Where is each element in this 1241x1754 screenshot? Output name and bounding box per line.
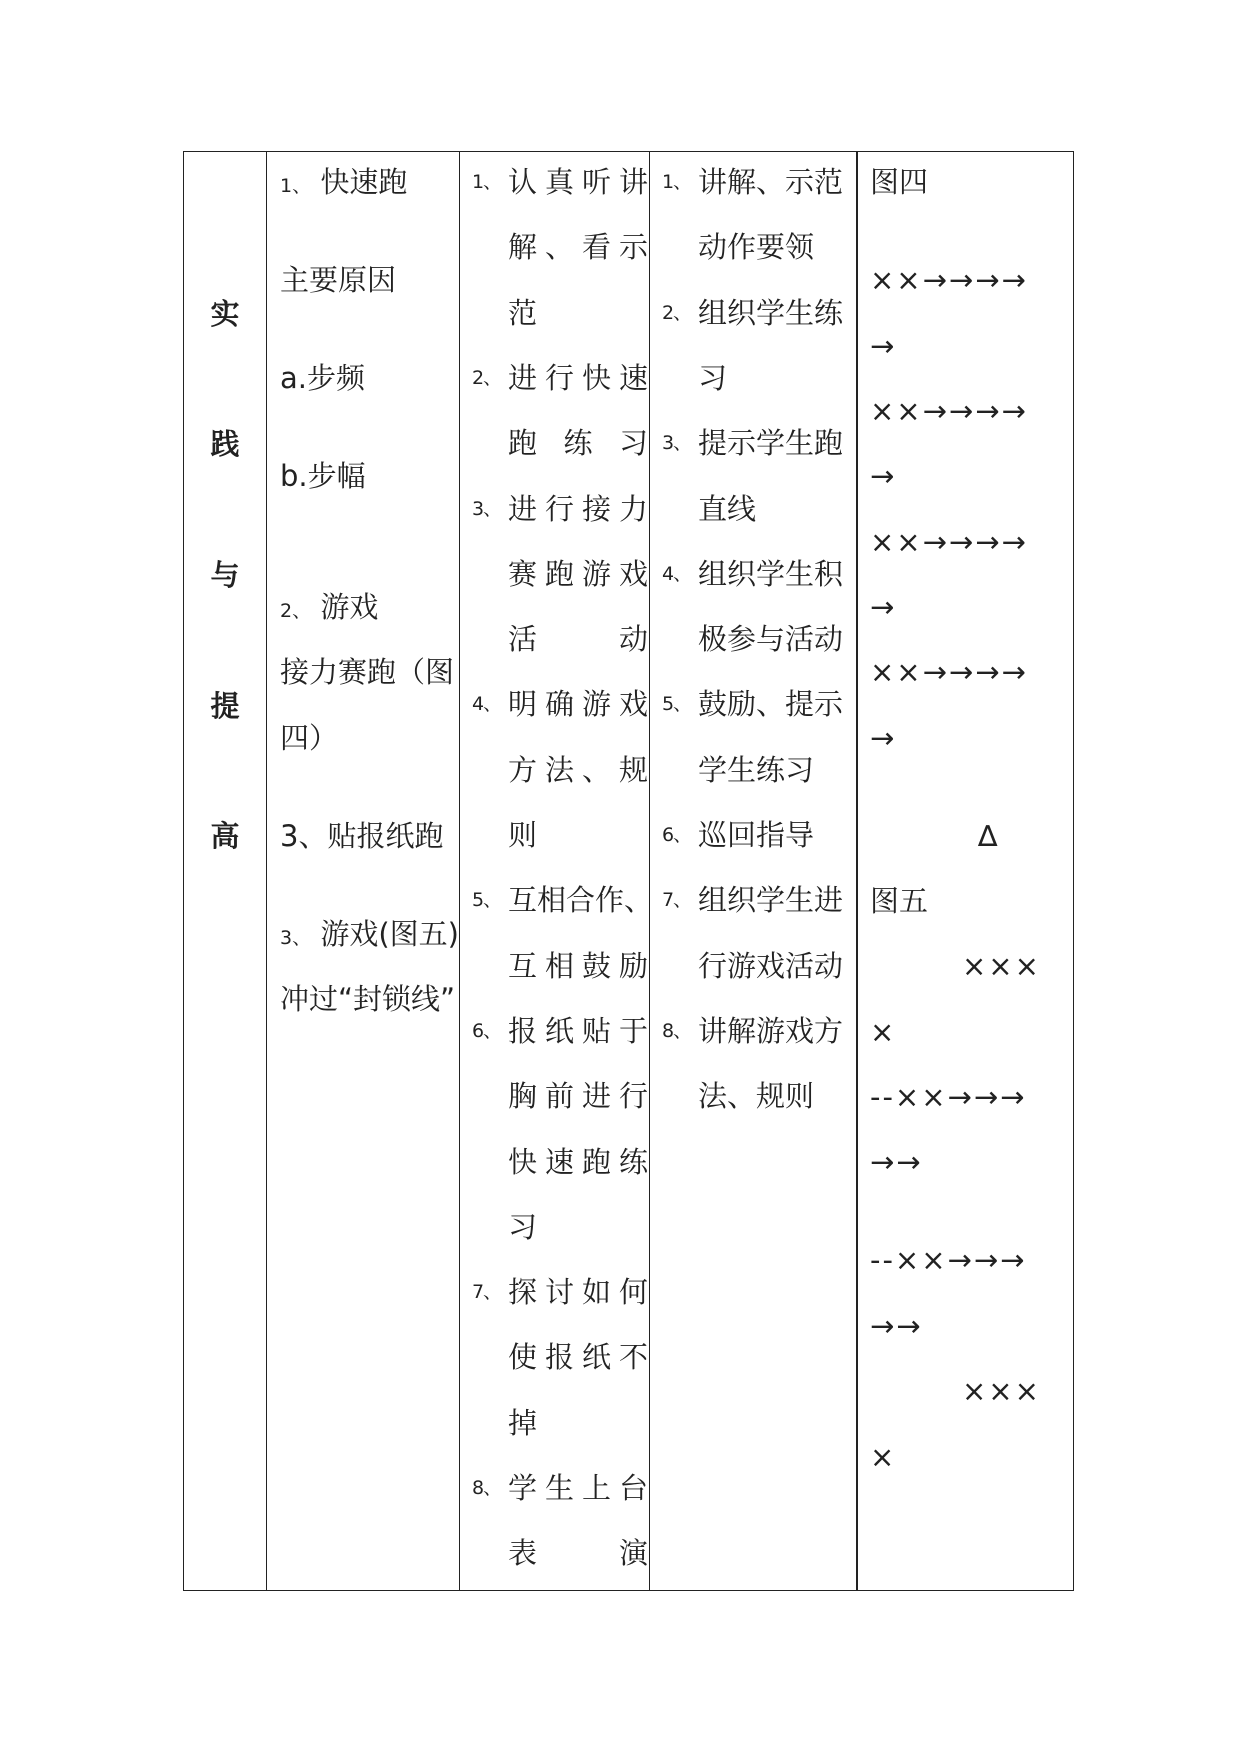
student-activity-text: 活动 [508, 622, 648, 657]
content-item-1 [280, 164, 407, 204]
student-activity-text: 快速跑练 [508, 1144, 648, 1179]
item-separator: 、 [673, 562, 693, 585]
item-separator: 、 [483, 693, 503, 716]
item-separator: 、 [483, 366, 503, 389]
content-item-3b [280, 916, 459, 956]
item-number: 4 [472, 693, 485, 716]
figure-4-row: ××→→→→ [870, 525, 1028, 559]
figure-5-title: 图五 [870, 884, 929, 918]
student-activity-text: 解、看示 [508, 230, 648, 265]
figure-5-row-wrap: × [870, 1440, 897, 1474]
student-activity-cell [472, 152, 654, 1590]
teacher-activity-text: 学生练习 [698, 752, 815, 787]
item-separator: 、 [673, 432, 693, 455]
item-text: 快速跑 [320, 165, 408, 199]
student-activity-text: 范 [508, 295, 538, 330]
figure-4-teacher-marker: ∆ [978, 819, 1000, 853]
student-activity-text: 表演 [508, 1536, 648, 1571]
item-separator: 、 [483, 497, 503, 520]
teacher-activity-text: 组织学生进 [698, 883, 844, 918]
section-title-cell [184, 152, 266, 1590]
student-activity-text: 探讨如何 [508, 1275, 648, 1310]
figure-5-row-wrap: →→ [870, 1309, 923, 1343]
reason-a: a.步频 [280, 361, 365, 395]
lesson-plan-table [183, 151, 1074, 1591]
student-activity-text: 赛跑游戏 [508, 556, 648, 591]
teacher-activity-text: 法、规则 [698, 1079, 815, 1114]
student-activity-text: 互相鼓励 [508, 948, 648, 983]
item-number: 7 [662, 889, 675, 912]
item-number: 3 [472, 497, 485, 520]
column-divider [649, 152, 650, 1590]
figure-5-row: ××× [962, 1374, 1041, 1408]
item-separator: 、 [292, 927, 312, 949]
item-separator: 、 [673, 693, 693, 716]
content-item-3a: 3、贴报纸跑 [280, 819, 444, 853]
figure-5-row-wrap: →→ [870, 1145, 923, 1179]
teacher-activity-text: 行游戏活动 [698, 948, 844, 983]
teacher-activity-text: 组织学生积 [698, 556, 844, 591]
student-activity-text: 明确游戏 [508, 687, 648, 722]
item-number: 2 [662, 301, 675, 324]
teacher-activity-text: 组织学生练 [698, 295, 844, 330]
item-separator: 、 [292, 175, 312, 197]
item-text: 游戏(图五) [320, 917, 459, 951]
item-separator: 、 [673, 1019, 693, 1042]
teacher-activity-text: 极参与活动 [698, 622, 844, 657]
item-separator: 、 [673, 171, 693, 193]
figure-4-row-wrap: → [870, 590, 897, 624]
student-activity-text: 胸前进行 [508, 1079, 648, 1114]
figure-4-row: ××→→→→ [870, 655, 1028, 689]
item-number: 3 [662, 432, 675, 455]
teacher-activity-text: 直线 [698, 491, 757, 526]
item-separator: 、 [673, 301, 693, 324]
figure-4-row-wrap: → [870, 459, 897, 493]
item-number: 3 [280, 927, 293, 949]
student-activity-text: 跑练习 [508, 426, 648, 461]
student-activity-text: 学生上台 [508, 1471, 648, 1505]
student-activity-text: 则 [508, 818, 538, 852]
student-activity-text: 认真听讲 [508, 165, 648, 199]
item-separator: 、 [673, 889, 693, 912]
figure-5-row-wrap: × [870, 1015, 897, 1049]
item-3b-detail: 冲过“封锁线” [280, 982, 456, 1016]
item-separator: 、 [483, 889, 503, 912]
figure-4-row: ××→→→→ [870, 394, 1028, 428]
column-divider [266, 152, 267, 1590]
item-number: 6 [662, 824, 675, 846]
figure-4-row: ××→→→→ [870, 263, 1028, 297]
student-activity-text: 方法、规 [508, 752, 648, 787]
figure-4-title: 图四 [870, 165, 929, 199]
section-title-char: 践 [210, 427, 240, 461]
section-title-char: 提 [210, 689, 240, 723]
column-divider [856, 152, 858, 1590]
figure-4-row-wrap: → [870, 329, 897, 363]
item-number: 1 [280, 175, 293, 197]
teacher-activity-text: 讲解游戏方 [698, 1013, 844, 1048]
item-number: 5 [662, 693, 675, 716]
item-separator: 、 [673, 824, 693, 846]
figure-5-row: --××→→→ [870, 1080, 1027, 1114]
item-number: 4 [662, 562, 675, 585]
teacher-activity-text: 提示学生跑 [698, 426, 844, 461]
diagram-cell [870, 152, 1066, 1590]
section-title-char: 实 [210, 297, 240, 331]
item-separator: 、 [483, 1477, 503, 1499]
section-title-char: 与 [210, 558, 240, 592]
content-item-2 [280, 589, 378, 629]
reason-label: 主要原因 [280, 263, 397, 297]
teacher-activity-cell [662, 152, 856, 1590]
reason-b: b.步幅 [280, 459, 366, 493]
item-number: 7 [472, 1281, 485, 1304]
item-number: 8 [662, 1019, 675, 1042]
section-title-char: 高 [210, 819, 240, 853]
student-activity-text: 报纸贴于 [508, 1013, 648, 1048]
item-number: 6 [472, 1019, 485, 1042]
item-number: 2 [280, 600, 293, 622]
item-2-detail: 四） [280, 721, 339, 755]
figure-4-row-wrap: → [870, 721, 897, 755]
teacher-activity-text: 习 [698, 360, 728, 395]
item-number: 1 [662, 171, 675, 193]
item-separator: 、 [483, 1281, 503, 1304]
figure-5-row: --××→→→ [870, 1243, 1027, 1277]
item-separator: 、 [292, 600, 312, 622]
item-number: 8 [472, 1477, 485, 1499]
figure-5-row: ××× [962, 949, 1041, 983]
student-activity-text: 掉 [508, 1405, 538, 1440]
student-activity-text: 习 [508, 1209, 538, 1244]
item-number: 2 [472, 366, 485, 389]
item-2-detail: 接力赛跑（图 [280, 655, 455, 689]
student-activity-text: 使报纸不 [508, 1340, 648, 1375]
teacher-activity-text: 动作要领 [698, 230, 815, 265]
item-separator: 、 [483, 1019, 503, 1042]
student-activity-text: 互相合作、 [508, 883, 654, 918]
student-activity-text: 进行接力 [508, 491, 648, 526]
item-text: 游戏 [320, 590, 379, 624]
teacher-activity-text: 巡回指导 [698, 818, 815, 852]
item-separator: 、 [483, 171, 503, 193]
teacher-activity-text: 鼓励、提示 [698, 687, 844, 722]
teacher-activity-text: 讲解、示范 [698, 165, 844, 199]
item-number: 1 [472, 171, 485, 193]
item-number: 5 [472, 889, 485, 912]
content-cell [280, 152, 460, 1590]
student-activity-text: 进行快速 [508, 360, 648, 395]
